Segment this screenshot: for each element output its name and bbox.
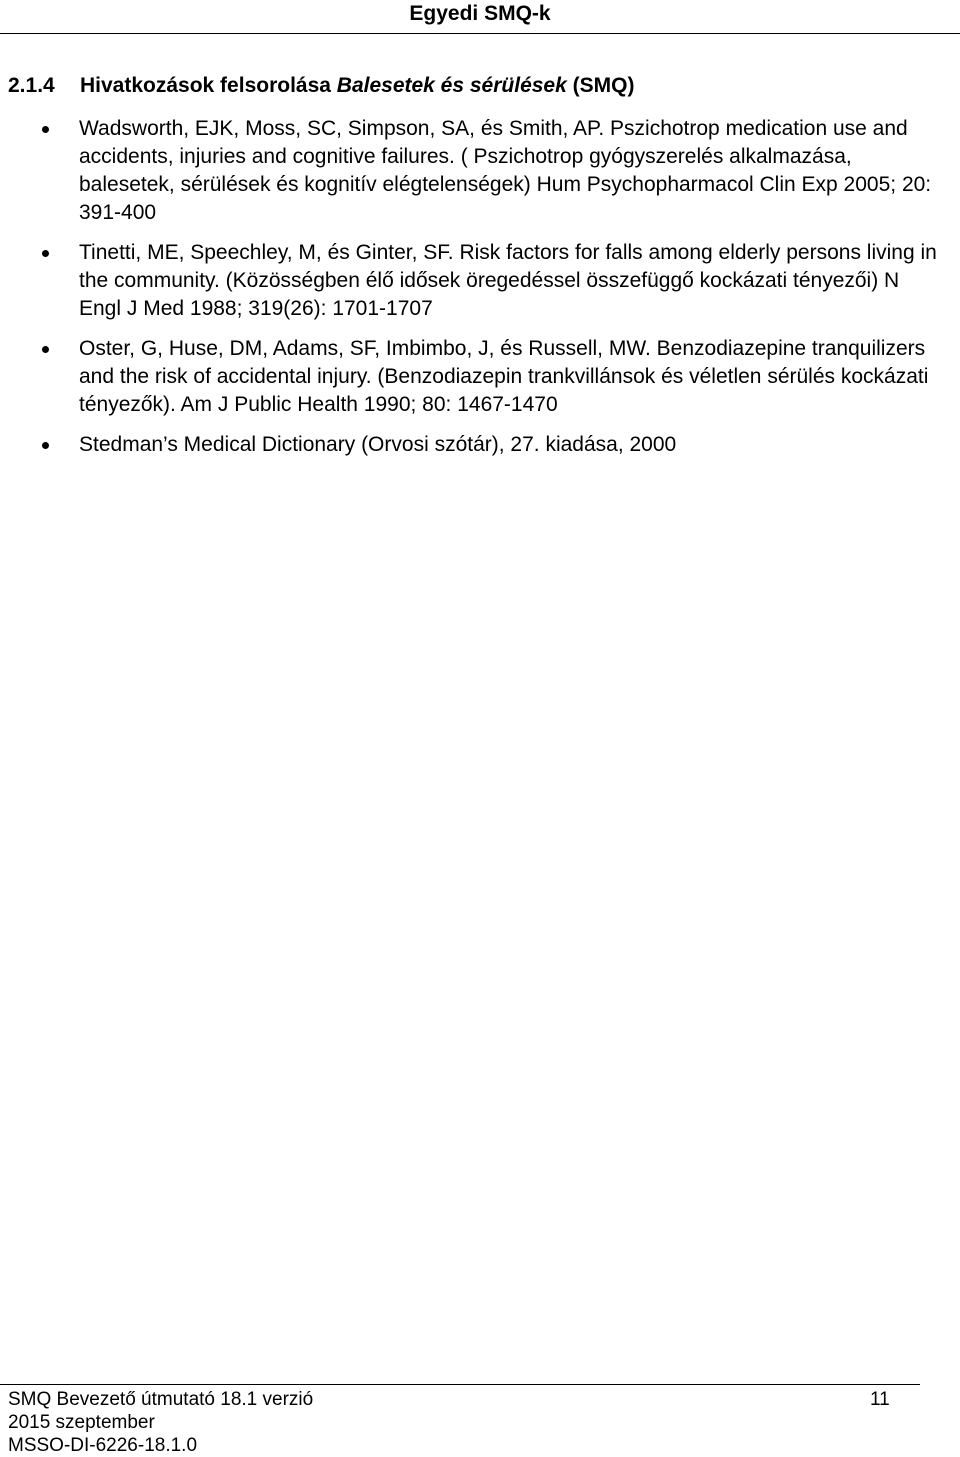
section-number: 2.1.4 — [8, 74, 55, 97]
footer-date: 2015 szeptember — [8, 1412, 155, 1433]
section-title-prefix: Hivatkozások felsorolása — [80, 74, 337, 97]
section-title-suffix: (SMQ) — [566, 74, 635, 97]
reference-text: Wadsworth, EJK, Moss, SC, Simpson, SA, és Smith, AP. Pszichotrop medication use and accidents, injuries and cognitive failures. ( Pszichotrop gyógyszerelés alkalmazása, balesetek, sérülések és kognitív elégtelenségek) Hum Psychopharmacol Clin Exp 2005; 20: 391-400 — [79, 117, 932, 224]
section-title-italic: Balesetek és sérülések — [336, 74, 567, 97]
reference-item — [0, 335, 960, 419]
reference-item — [0, 431, 960, 459]
reference-item — [0, 115, 960, 227]
footer — [8, 1388, 313, 1457]
page-number: 11 — [870, 1389, 890, 1410]
bullet-icon — [42, 442, 49, 449]
reference-item — [0, 239, 960, 323]
reference-text: Oster, G, Huse, DM, Adams, SF, Imbimbo, J, és Russell, MW. Benzodiazepine tranquilizers and the risk of accidental injury. (Benzodiazepin trankvillánsok és véletlen sérülés kockázati tényezők). Am J Public Health 1990; 80: 1467-1470 — [79, 337, 929, 416]
footer-guide-version: SMQ Bevezető útmutató 18.1 verzió — [8, 1389, 314, 1410]
section-heading — [8, 74, 634, 98]
running-header: Egyedi SMQ-k — [409, 2, 551, 25]
bullet-icon — [42, 126, 49, 133]
bullet-icon — [42, 346, 49, 353]
reference-text: Stedman’s Medical Dictionary (Orvosi szótár), 27. kiadása, 2000 — [79, 433, 677, 456]
header-divider — [0, 33, 960, 34]
footer-divider — [0, 1384, 920, 1385]
bullet-icon — [42, 250, 49, 257]
reference-list — [0, 115, 960, 471]
footer-document-id: MSSO-DI-6226-18.1.0 — [8, 1435, 198, 1456]
reference-text: Tinetti, ME, Speechley, M, és Ginter, SF. Risk factors for falls among elderly persons living in the community. (Közösségben élő idősek öregedéssel összefüggő kockázati tényezői) N Engl J Med 1988; 319(26): 1701-1707 — [79, 241, 937, 320]
